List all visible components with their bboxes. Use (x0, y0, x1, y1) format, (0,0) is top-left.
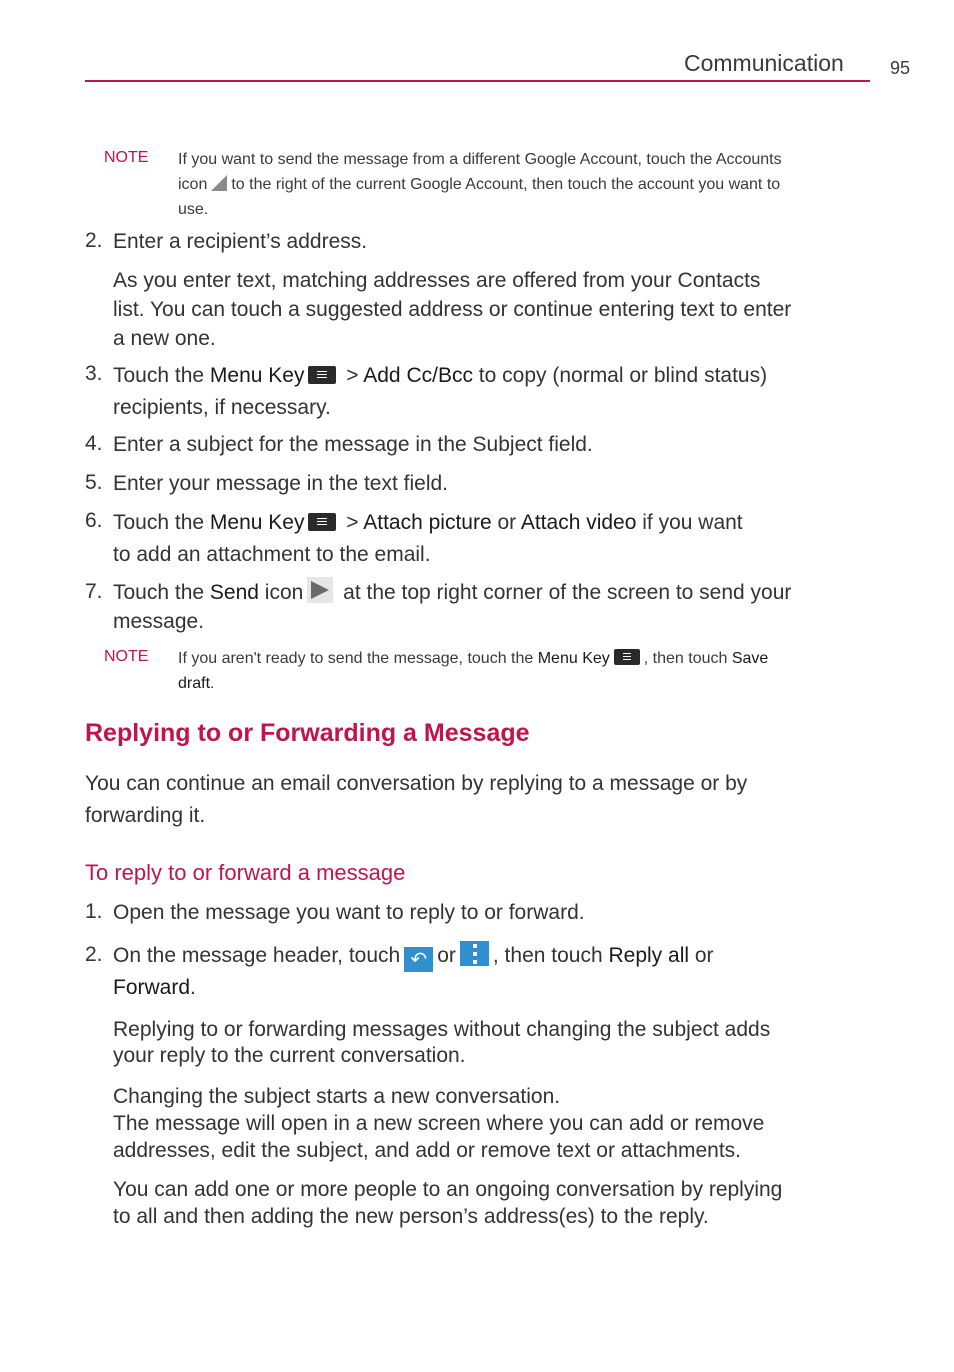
paragraph-line: addresses, edit the subject, and add or remove text or attachments. (113, 1139, 742, 1162)
text-fragment: Touch the (113, 511, 210, 534)
step-text (113, 507, 883, 571)
overflow-menu-icon (460, 941, 489, 966)
intro-line: forwarding it. (85, 804, 206, 827)
paragraph (113, 1083, 883, 1164)
paragraph-line: Changing the subject starts a new conversation. (113, 1085, 561, 1108)
menu-key-icon (614, 649, 640, 665)
attach-picture-label: Attach picture (363, 511, 492, 534)
reply-all-label: Reply all (608, 944, 690, 967)
note-line (178, 172, 878, 197)
intro-line: You can continue an email conversation by replying to a message or by (85, 772, 748, 795)
note-text (178, 147, 878, 222)
send-icon (307, 577, 333, 603)
step-number: 4. (85, 432, 103, 455)
paragraph-line: You can add one or more people to an ongoing conversation by replying (113, 1178, 783, 1201)
send-label: Send (209, 581, 259, 604)
text-fragment: , then touch (492, 944, 609, 967)
step-line: message. (113, 610, 205, 633)
subsection-heading: To reply to or forward a message (85, 860, 406, 885)
save-label: Save (731, 650, 769, 667)
section-heading: Replying to or Forwarding a Message (85, 719, 530, 747)
text-fragment: . (190, 976, 196, 999)
step-number: 3. (85, 362, 103, 385)
menu-key-label: Menu Key (209, 511, 305, 534)
paragraph (113, 1176, 883, 1230)
note-line (178, 671, 878, 696)
menu-key-label: Menu Key (537, 650, 610, 667)
header-rule (85, 80, 870, 82)
step-number: 2. (85, 943, 103, 966)
text-fragment: icon (258, 581, 304, 604)
note-text-fragment: to the right of the current Google Account, then touch the account you want to (231, 176, 781, 193)
text-fragment: On the message header, touch (113, 944, 401, 967)
attach-video-label: Attach video (520, 511, 637, 534)
step-detail (113, 266, 883, 353)
detail-line: list. You can touch a suggested address or continue entering text to enter (113, 298, 792, 321)
note-line: use. (178, 201, 209, 218)
step-line (113, 940, 883, 972)
step-number: 1. (85, 900, 103, 923)
note-text-fragment: If you aren't ready to send the message, touch the (178, 650, 538, 667)
forward-label: Forward (113, 976, 191, 999)
section-intro (85, 768, 875, 832)
detail-line: a new one. (113, 327, 216, 350)
text-fragment: or (491, 511, 521, 534)
note-text-fragment: , then touch (643, 650, 732, 667)
note-text-fragment: . (210, 675, 215, 692)
detail-line: As you enter text, matching addresses are offered from your Contacts (113, 269, 761, 292)
step-text: Enter a recipient’s address. (113, 230, 368, 253)
text-fragment: > (340, 364, 364, 387)
step-number: 6. (85, 509, 103, 532)
paragraph-line: to all and then adding the new person’s address(es) to the reply. (113, 1205, 709, 1228)
step-line (113, 972, 883, 1004)
paragraph-line: Replying to or forwarding messages without changing the subject adds (113, 1018, 771, 1041)
step-number: 5. (85, 471, 103, 494)
accounts-icon (211, 175, 227, 191)
menu-key-label: Menu Key (209, 364, 305, 387)
draft-label: draft (178, 675, 211, 692)
note-label: NOTE (104, 648, 149, 665)
paragraph-line: your reply to the current conversation. (113, 1044, 466, 1067)
text-fragment: Touch the (113, 581, 210, 604)
menu-key-icon (308, 366, 336, 384)
step-number: 7. (85, 580, 103, 603)
add-cc-bcc-label: Add Cc/Bcc (363, 364, 473, 387)
page-number: 95 (890, 58, 911, 78)
text-fragment: or (437, 944, 456, 967)
step-line: recipients, if necessary. (113, 396, 331, 419)
step-line: to add an attachment to the email. (113, 543, 431, 566)
text-fragment: > (340, 511, 364, 534)
section-title: Communication (684, 50, 844, 76)
text-fragment: or (689, 944, 714, 967)
step-text (113, 577, 883, 636)
step-line (113, 360, 883, 392)
step-number: 2. (85, 229, 103, 252)
text-fragment: Touch the (113, 364, 210, 387)
step-text: Enter your message in the text field. (113, 472, 449, 495)
step-line (113, 577, 883, 607)
text-fragment: at the top right corner of the screen to send your (337, 581, 792, 604)
step-text: Enter a subject for the message in the Subject field. (113, 433, 593, 456)
note-text (178, 646, 878, 696)
paragraph (113, 1017, 883, 1069)
step-text: Open the message you want to reply to or forward. (113, 901, 585, 924)
step-line (113, 507, 883, 539)
text-fragment: if you want (636, 511, 743, 534)
paragraph-line: The message will open in a new screen where you can add or remove (113, 1112, 765, 1135)
note-label: NOTE (104, 149, 149, 166)
menu-key-icon (308, 513, 336, 531)
step-text (113, 940, 883, 1004)
note-line (178, 646, 878, 671)
step-text (113, 360, 883, 424)
note-line: If you want to send the message from a different Google Account, touch the Accounts (178, 151, 782, 168)
reply-icon: ↶ (404, 947, 433, 972)
text-fragment: to copy (normal or blind status) (472, 364, 768, 387)
note-text-fragment: icon (178, 176, 208, 193)
